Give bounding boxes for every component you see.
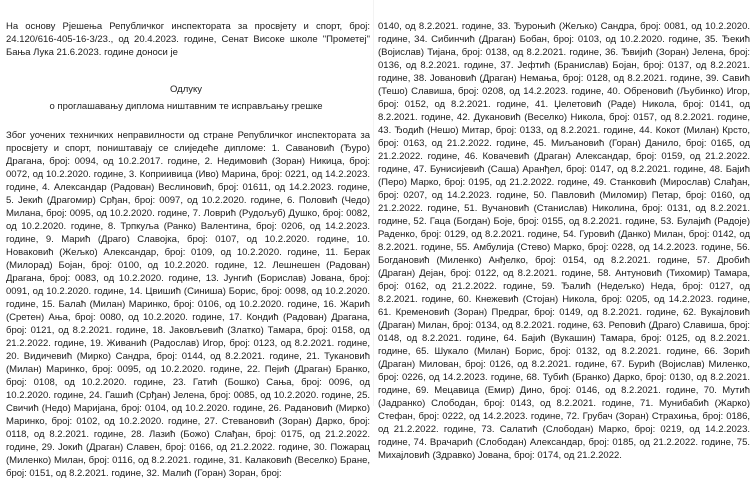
right-column — [376, 0, 750, 461]
document-subtitle: о проглашавању диплома ништавним те исправљању грешке — [49, 101, 323, 112]
left-column — [0, 0, 372, 479]
document-header: На основу Рјешења Републичког инспектората за просвјету и спорт, број: 24.120/616-405-16-3/23., од 20.4.2023. године, Сенат Високе школе "Прометеј" Бања Лука 21.6.2023. године доноси је — [6, 21, 370, 58]
document-body-right: 0140, од 8.2.2021. године, 33. Ђуроњић (Жељко) Сандра, број: 0081, од 10.2.2020. године, 34. Сибинчић (Драган) Бобан, број: 0103, од 10.2.2020. године, 35. Ђекић (Војислав) Тијана, број: 0138, од 8.2.2021. године, 36. Ђвијић (Зоран) Јелена, број: 0136, од 8.2.2021. године, 37. Јефтић (Бранислав) Бојан, број: 0137, од 8.2.2021. године, 38. Јовановић (Драган) Немања, број: 0128, од 8.2.2021. године, 39. Савић (Тешо) Славиша, број: 0208, од 14.2.2023. године, 40. Обреновић (Љубинко) Игор, број: 0152, од 8.2.2021. године, 41. Џелетовић (Раде) Никола, број: 0141, од 8.2.2021. године, 42. Дукановић (Веселко) Никола, број: 0157, од 8.2.2021. године, 43. Ђодић (Нешо) Митар, број: 0133, од 8.2.2021. године, 44. Кокот (Милан) Крсто, број: 0163, од 21.2.2022. године, 45. Миљановић (Горан) Данило, број: 0165, од 21.2.2022. године, 46. Ковачевић (Драган) Александар, број: 0159, од 21.2.2022. године, 47. Бунисијевић (Саша) Аранђел, број: 0147, од 8.2.2021. године, 48. Бајић (Перо) Марко, број: 0195, од 21.2.2022. године, 49. Станковић (Мирослав) Слађан, број: 0207, од 14.2.2023. године, 50. Павловић (Миломир) Петар, број: 0160, од 21.2.2022. године, 51. Вучановић (Станислав) Николина, број: 0131, од 8.2.2021. године, 52. Гаца (Богдан) Боје, број: 0155, од 8.2.2021. године, 53. Булајић (Радоје) Раденко, број: 0129, од 8.2.2021. године, 54. Гуровић (Данко) Милан, број: 0142, од 8.2.2021. године, 55. Амбулија (Стево) Марко, број: 0228, од 14.2.2023. године, 56. Богдановић (Миленко) Анђелко, број: 0154, од 8.2.2021. године, 57. Дробић (Драган) Дејан, број: 0122, од 8.2.2021. године, 58. Антуновић (Тихомир) Тамара, број: 0162, од 21.2.2022. године, 59. Ђалић (Недељко) Неда, број: 0127, од 8.2.2021. године, 60. Кнежевић (Стојан) Никола, број: 0205, од 14.2.2023. године, 61. Кременовић (Зоран) Предраг, број: 0149, од 8.2.2021. године, 62. Вукајловић (Драган) Милан, број: 0134, од 8.2.2021. године, 63. Реповић (Драго) Славиша, број: 0148, од 8.2.2021. године, 64. Бајић (Вукашин) Тамара, број: 0125, од 8.2.2021. године, 65. Шукало (Милан) Борис, број: 0132, од 8.2.2021. године, 66. Зорић (Драган) Милован, број: 0126, од 8.2.2021. године, 67. Бурић (Војислав) Миленко, број: 0226, од 14.2.2023. године, 68. Тубић (Бранко) Дарко, број: 0130, од 8.2.2021. године, 69. Мецавица (Емир) Дино, број: 0146, од 8.2.2021. године, 70. Мутић (Јадранко) Слободан, број: 0143, од 8.2.2021. године, 71. Мунибабић (Жарко) Стефан, број: 0222, од 14.2.2023. године, 72. Грубач (Зоран) Страхиња, број: 0186, од 21.2.2022. године, 73. Салатић (Слободан) Марко, број: 0219, од 14.2.2023. године, 74. Врачарић (Слободан) Александар, број: 0185, од 21.2.2022. године, 75. Михајловић (Здравко) Јована, број: 0174, од 21.2.2022. — [378, 21, 750, 461]
column-divider — [373, 0, 374, 406]
document-body-left: Због уочених техничких неправилности од стране Републичког инспектората за просвјету и спорт, поништавају се слиједеће дипломе: 1. Савановић (Ђуро) Драгана, број: 0094, од 10.2.2017. године, 2. Недимовић (Зоран) Никица, број: 0072, од 10.2.2020. године, 3. Коприивица (Иво) Марина, број: 0221, од 14.2.2023. године, 4. Александар (Радован) Веслиновић, број: 01611, од 14.2.2023. године, 5. Јекић (Драгомир) Срђан, број: 0097, од 10.2.2020. године, 6. Половић (Чедо) Милана, број: 0095, од 10.2.2020. године, 7. Ловрић (Рудољуб) Душко, број: 0082, од 10.2.2020. године, 8. Трпкуља (Ранко) Валентина, број: 0206, од 14.2.2023. године, 9. Марић (Драго) Славојка, број: 0107, од 10.2.2020. године, 10. Новаковић (Жељко) Александар, број: 0109, од 10.2.2020. године, 11. Берак (Милорад) Бојан, број: 0100, од 10.2.2020. године, 12. Лешнешен (Радован) Драгана, број: 0083, од 10.2.2020. године, 13. Јунгић (Борислав) Јована, број: 0091, од 10.2.2020. године, 14. Цвишић (Синиша) Борис, број: 0098, од 10.2.2020. године, 15. Балаћ (Милан) Маринко, број: 0106, од 10.2.2020. године, 16. Жарић (Сретен) Ања, број: 0080, од 10.2.2020. године, 17. Кондић (Радован) Драгана, број: 0121, од 8.2.2021. године, 18. Јаковљевић (Златко) Тамара, број: 0158, од 21.2.2022. године, 19. Живанић (Радослав) Игор, број: 0123, од 8.2.2021. године, 20. Видичевић (Мирко) Сандра, број: 0144, од 8.2.2021. године, 21. Тукановић (Милан) Маринко, број: 0095, од 10.2.2020. године, 22. Пејић (Драган) Бранко, број: 0108, од 10.2.2020. године, 23. Гатић (Бошко) Сања, број: 0096, од 10.2.2020. године, 24. Гашић (Срђан) Јелена, број: 0085, од 10.2.2020. године, 25. Свичић (Недо) Маријана, број: 0104, од 10.2.2020. године, 26. Радановић (Мирко) Маринко, број: 0102, од 10.2.2020. године, 27. Стевановић (Зоран) Дарко, број: 0118, од 8.2.2021. године, 28. Лазић (Божо) Слађан, број: 0175, од 21.2.2022. године, 29. Јокић (Драган) Славен, број: 0166, од 21.2.2022. године, 30. Пожарац (Миленко) Милан, број: 0116, од 8.2.2021. године, 31. Калаковић (Веселко) Бране, број: 0151, од 8.2.2021. године, 32. Малић (Горан) Зоран, број: — [6, 130, 370, 479]
document-title: Одлуку — [169, 84, 203, 95]
